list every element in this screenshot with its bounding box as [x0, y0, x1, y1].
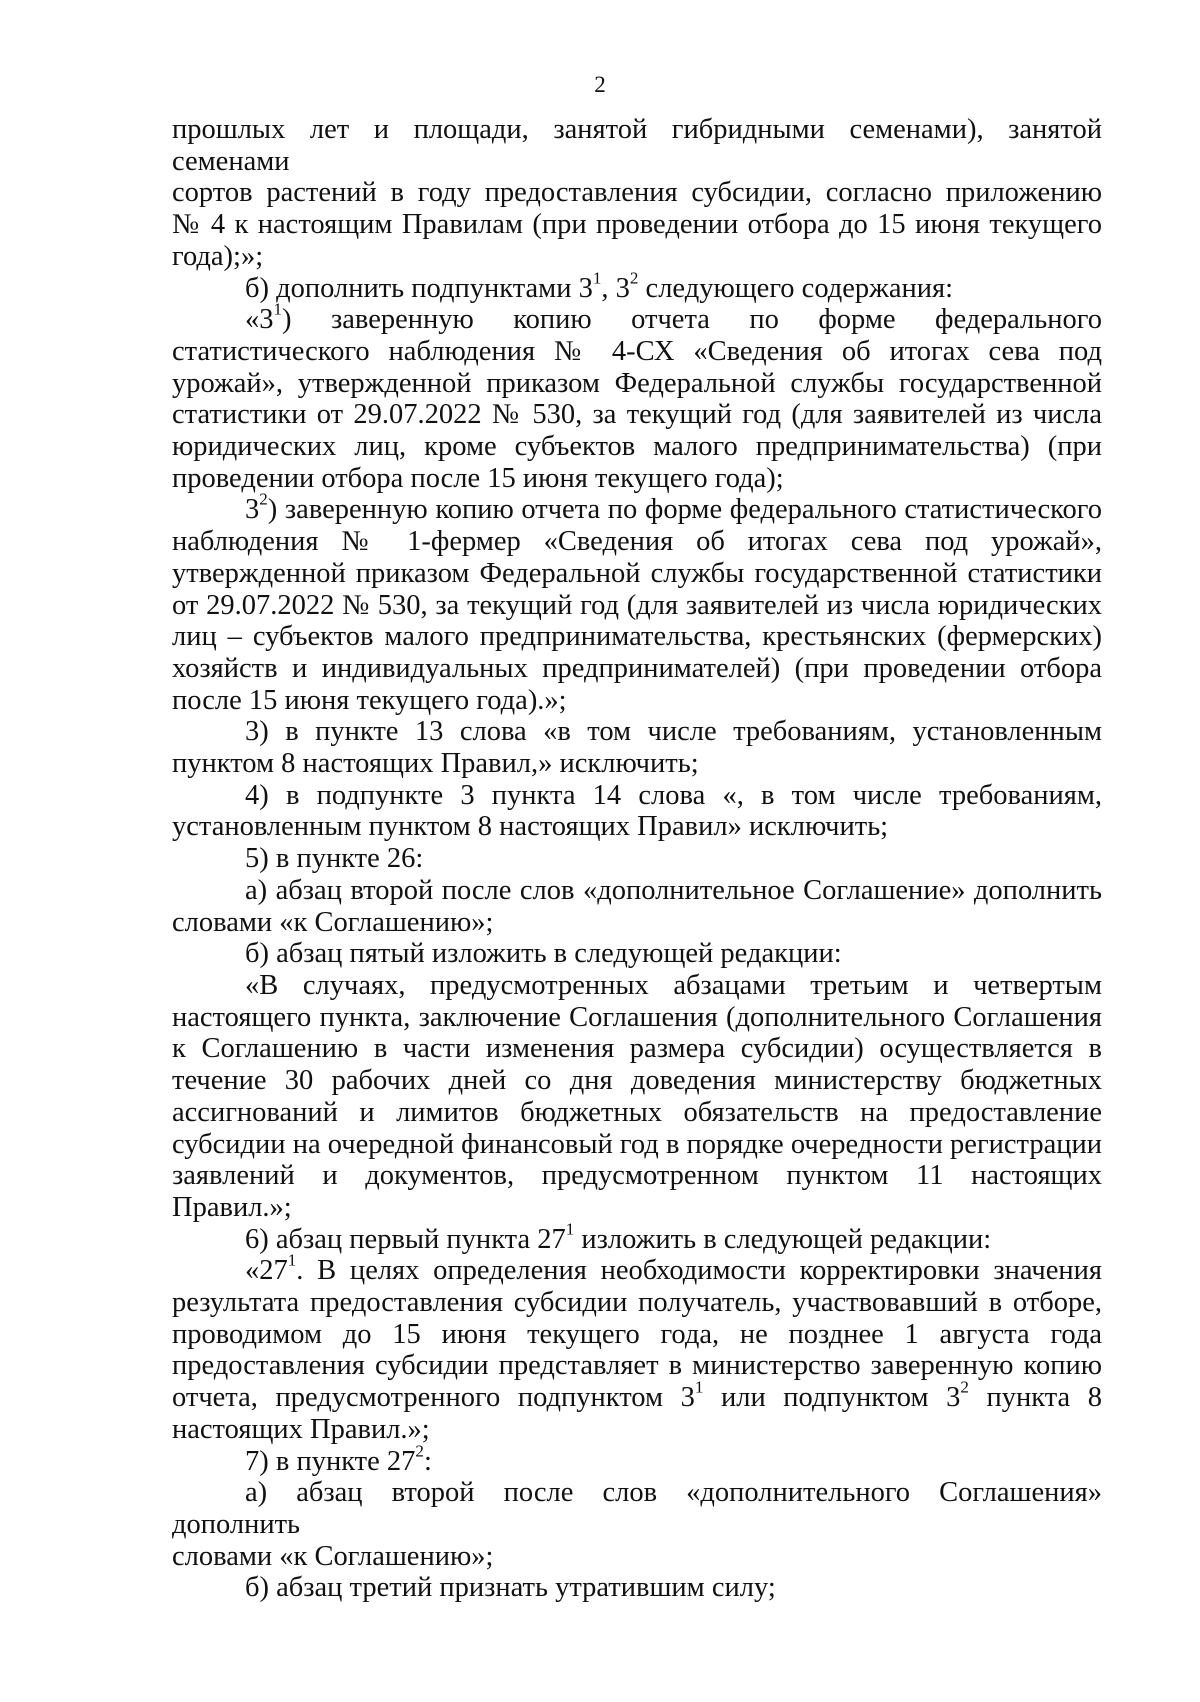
paragraph-line: 7) в пункте $27^2$:: [245, 1440, 432, 1477]
paragraph-line: проводимом до 15 июня текущего года, не позднее 1 августа года: [172, 1318, 1102, 1350]
paragraph-line: № 4 к настоящим Правилам (при проведении отбора до 15 июня текущего: [172, 209, 1102, 241]
paragraph-line: б) абзац третий признать утратившим силу;: [245, 1572, 776, 1604]
paragraph-line: прошлых лет и площади, занятой гибридными семенами), занятой семенами: [172, 114, 1102, 177]
paragraph-line: течение 30 рабочих дней со дня доведения министерству бюджетных: [172, 1065, 1102, 1097]
paragraph-line: субсидии на очередной финансовый год в порядке очередности регистрации: [172, 1128, 1102, 1160]
paragraph-line: настоящих Правил.»;: [172, 1413, 430, 1445]
paragraph-line: $3^2$) заверенную копию отчета по форме федерального статистического: [245, 489, 1102, 526]
paragraph-line: проведении отбора после 15 июня текущего года);: [172, 462, 784, 494]
paragraph-line: установленным пунктом 8 настоящих Правил» исключить;: [172, 811, 889, 843]
paragraph-line: б) дополнить подпунктами $3^1$, $3^2$ следующего содержания:: [245, 267, 954, 304]
paragraph-line: юридических лиц, кроме субъектов малого предпринимательства) (при: [172, 431, 1102, 463]
paragraph-line: словами «к Соглашению»;: [172, 1540, 494, 1572]
paragraph-line: заявлений и документов, предусмотренном пунктом 11 настоящих: [172, 1160, 1102, 1192]
paragraph-line: предоставления субсидии представляет в министерство заверенную копию: [172, 1350, 1102, 1382]
paragraph-line: ассигнований и лимитов бюджетных обязательств на предоставление: [172, 1096, 1102, 1128]
paragraph-line: к Соглашению в части изменения размера субсидии) осуществляется в: [172, 1033, 1102, 1065]
paragraph-line: утвержденной приказом Федеральной службы государственной статистики: [172, 557, 1102, 589]
document-body: [172, 114, 1102, 1604]
paragraph-line: Правил.»;: [172, 1191, 292, 1223]
paragraph-line: статистики от 29.07.2022 № 530, за текущий год (для заявителей из числа: [172, 399, 1102, 431]
paragraph-line: словами «к Соглашению»;: [172, 906, 494, 938]
paragraph-line: а) абзац второй после слов «дополнительного Соглашения» дополнить: [172, 1477, 1102, 1540]
paragraph-line: лиц – субъектов малого предпринимательства, крестьянских (фермерских): [172, 621, 1102, 653]
paragraph-line: хозяйств и индивидуальных предпринимателей) (при проведении отбора: [172, 652, 1102, 684]
paragraph-line: 4) в подпункте 3 пункта 14 слова «, в том числе требованиям,: [245, 779, 1102, 811]
paragraph-line: 3) в пункте 13 слова «в том числе требованиям, установленным: [245, 716, 1102, 748]
paragraph-line: настоящего пункта, заключение Соглашения (дополнительного Соглашения: [172, 1001, 1102, 1033]
paragraph-line: сортов растений в году предоставления субсидии, согласно приложению: [172, 177, 1102, 209]
paragraph-line: пунктом 8 настоящих Правил,» исключить;: [172, 748, 699, 780]
paragraph-line: а) абзац второй после слов «дополнительное Соглашение» дополнить: [245, 874, 1102, 906]
paragraph-line: «$27^1$. В целях определения необходимости корректировки значения: [245, 1250, 1102, 1287]
paragraph-line: наблюдения № 1-фермер «Сведения об итогах сева под урожай»,: [172, 526, 1102, 558]
paragraph-line: б) абзац пятый изложить в следующей редакции:: [245, 938, 842, 970]
paragraph-line: статистического наблюдения № 4-СХ «Сведения об итогах сева под: [172, 335, 1102, 367]
paragraph-line: от 29.07.2022 № 530, за текущий год (для заявителей из числа юридических: [172, 589, 1102, 621]
paragraph-line: года);»;: [172, 240, 264, 272]
page-number: 2: [594, 72, 606, 97]
paragraph-line: результата предоставления субсидии получатель, участвовавший в отборе,: [172, 1287, 1102, 1319]
paragraph-line: «В случаях, предусмотренных абзацами третьим и четвертым: [245, 969, 1102, 1001]
paragraph-line: «$3^1$) заверенную копию отчета по форме федерального: [245, 299, 1102, 336]
paragraph-line: 5) в пункте 26:: [245, 843, 424, 875]
paragraph-line: 6) абзац первый пункта $27^1$ изложить в следующей редакции:: [245, 1218, 992, 1255]
paragraph-line: отчета, предусмотренного подпунктом $3^1$ или подпунктом $3^2$ пункта 8: [172, 1377, 1102, 1414]
paragraph-line: после 15 июня текущего года).»;: [172, 684, 567, 716]
paragraph-line: урожай», утвержденной приказом Федеральной службы государственной: [172, 367, 1102, 399]
